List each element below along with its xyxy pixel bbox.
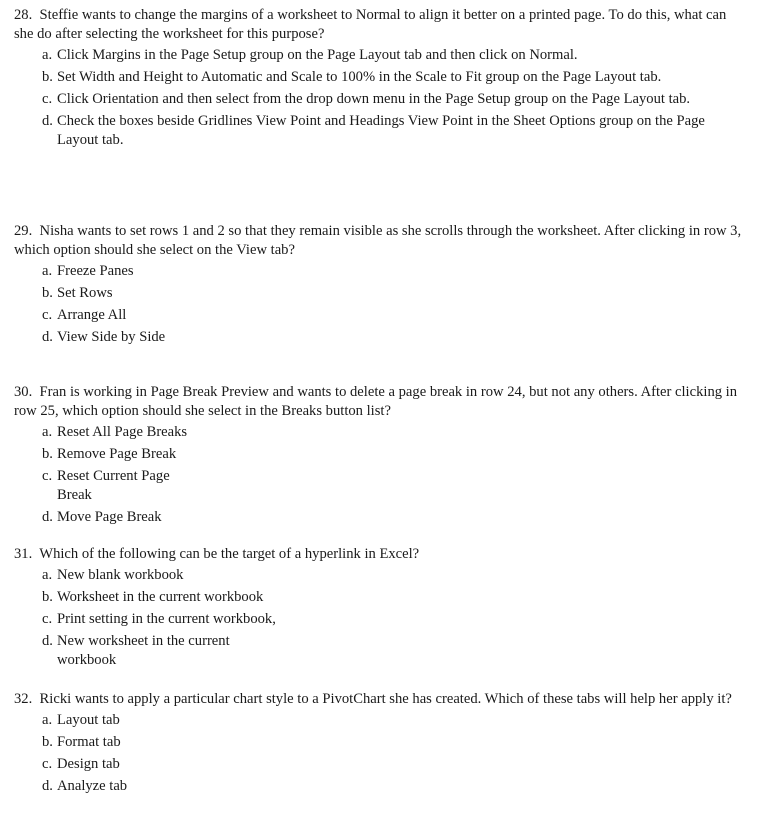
option-text: View Side by Side [57,329,166,345]
option-text: Freeze Panes [57,263,134,279]
option-text: Format tab [57,734,121,750]
question-30 [14,383,744,527]
question-text: Ricki wants to apply a particular chart style to a PivotChart she has created. Which of these tabs will help her apply it? [39,691,732,707]
option-c [14,467,744,505]
option-b [14,588,744,607]
option-text: Analyze tab [57,778,128,794]
question-31 [14,545,744,670]
option-letter: c. [42,307,53,323]
option-text: Reset All Page Breaks [57,424,188,440]
option-letter: b. [42,446,53,462]
option-text: New blank workbook [57,567,184,583]
question-28 [14,6,744,150]
option-d [14,508,744,527]
option-text: Print setting in the current workbook, [57,611,276,627]
question-number: 29. [14,223,33,239]
option-b [14,445,744,464]
option-a [14,711,744,730]
option-a [14,46,744,65]
option-c [14,610,744,629]
option-letter: b. [42,69,53,85]
option-text: Arrange All [57,307,127,323]
option-letter: b. [42,589,53,605]
question-stem [14,383,744,421]
option-a [14,262,744,281]
option-letter: b. [42,734,53,750]
option-c [14,90,697,109]
question-stem [14,690,744,709]
option-text: Remove Page Break [57,446,177,462]
option-text: New worksheet in the current workbook [57,633,230,668]
option-letter: d. [42,509,53,525]
option-text: Click Orientation and then select from the drop down menu in the Page Setup group on the Page Layout tab. [57,91,691,107]
option-list [14,711,744,796]
option-letter: b. [42,285,53,301]
option-text: Click Margins in the Page Setup group on the Page Layout tab and then click on Normal. [57,47,578,63]
question-number: 30. [14,384,33,400]
option-text: Move Page Break [57,509,162,525]
option-letter: a. [42,712,53,728]
question-text: Fran is working in Page Break Preview and wants to delete a page break in row 24, but not any others. After clicking in row 25, which option should she select in the Breaks button list? [14,384,738,419]
option-list [14,46,744,150]
option-letter: c. [42,756,53,772]
option-b [14,733,744,752]
option-c [14,306,744,325]
option-b [14,284,744,303]
option-letter: c. [42,91,53,107]
option-letter: d. [42,113,53,129]
option-letter: a. [42,263,53,279]
question-text: Nisha wants to set rows 1 and 2 so that they remain visible as she scrolls through the worksheet. After clicking in row 3, which option should she select on the View tab? [14,223,742,258]
question-stem [14,545,744,564]
option-text: Worksheet in the current workbook [57,589,264,605]
option-letter: d. [42,778,53,794]
option-text: Set Rows [57,285,113,301]
option-list [14,262,744,347]
question-stem [14,6,744,44]
question-number: 28. [14,7,33,23]
option-d [14,328,744,347]
question-29 [14,222,744,347]
option-d [14,112,712,150]
question-number: 32. [14,691,33,707]
option-a [14,423,744,442]
option-text: Check the boxes beside Gridlines View Point and Headings View Point in the Sheet Options group on the Page Layout tab. [57,113,705,148]
option-d [14,632,744,670]
option-a [14,566,744,585]
question-text: Which of the following can be the target of a hyperlink in Excel? [39,546,420,562]
option-c [14,755,744,774]
option-text: Layout tab [57,712,120,728]
question-text: Steffie wants to change the margins of a worksheet to Normal to align it better on a printed page. To do this, what can she do after selecting the worksheet for this purpose? [14,7,727,42]
option-list [14,423,744,527]
question-number: 31. [14,546,33,562]
option-text: Design tab [57,756,120,772]
option-letter: c. [42,468,53,484]
option-letter: c. [42,611,53,627]
option-letter: a. [42,567,53,583]
option-letter: d. [42,633,53,649]
question-32 [14,690,744,796]
option-letter: d. [42,329,53,345]
option-list [14,566,744,670]
option-b [14,68,712,87]
option-letter: a. [42,47,53,63]
option-letter: a. [42,424,53,440]
option-text: Reset Current Page Break [57,468,170,503]
question-stem [14,222,744,260]
option-text: Set Width and Height to Automatic and Scale to 100% in the Scale to Fit group on the Page Layout tab. [57,69,662,85]
option-d [14,777,744,796]
